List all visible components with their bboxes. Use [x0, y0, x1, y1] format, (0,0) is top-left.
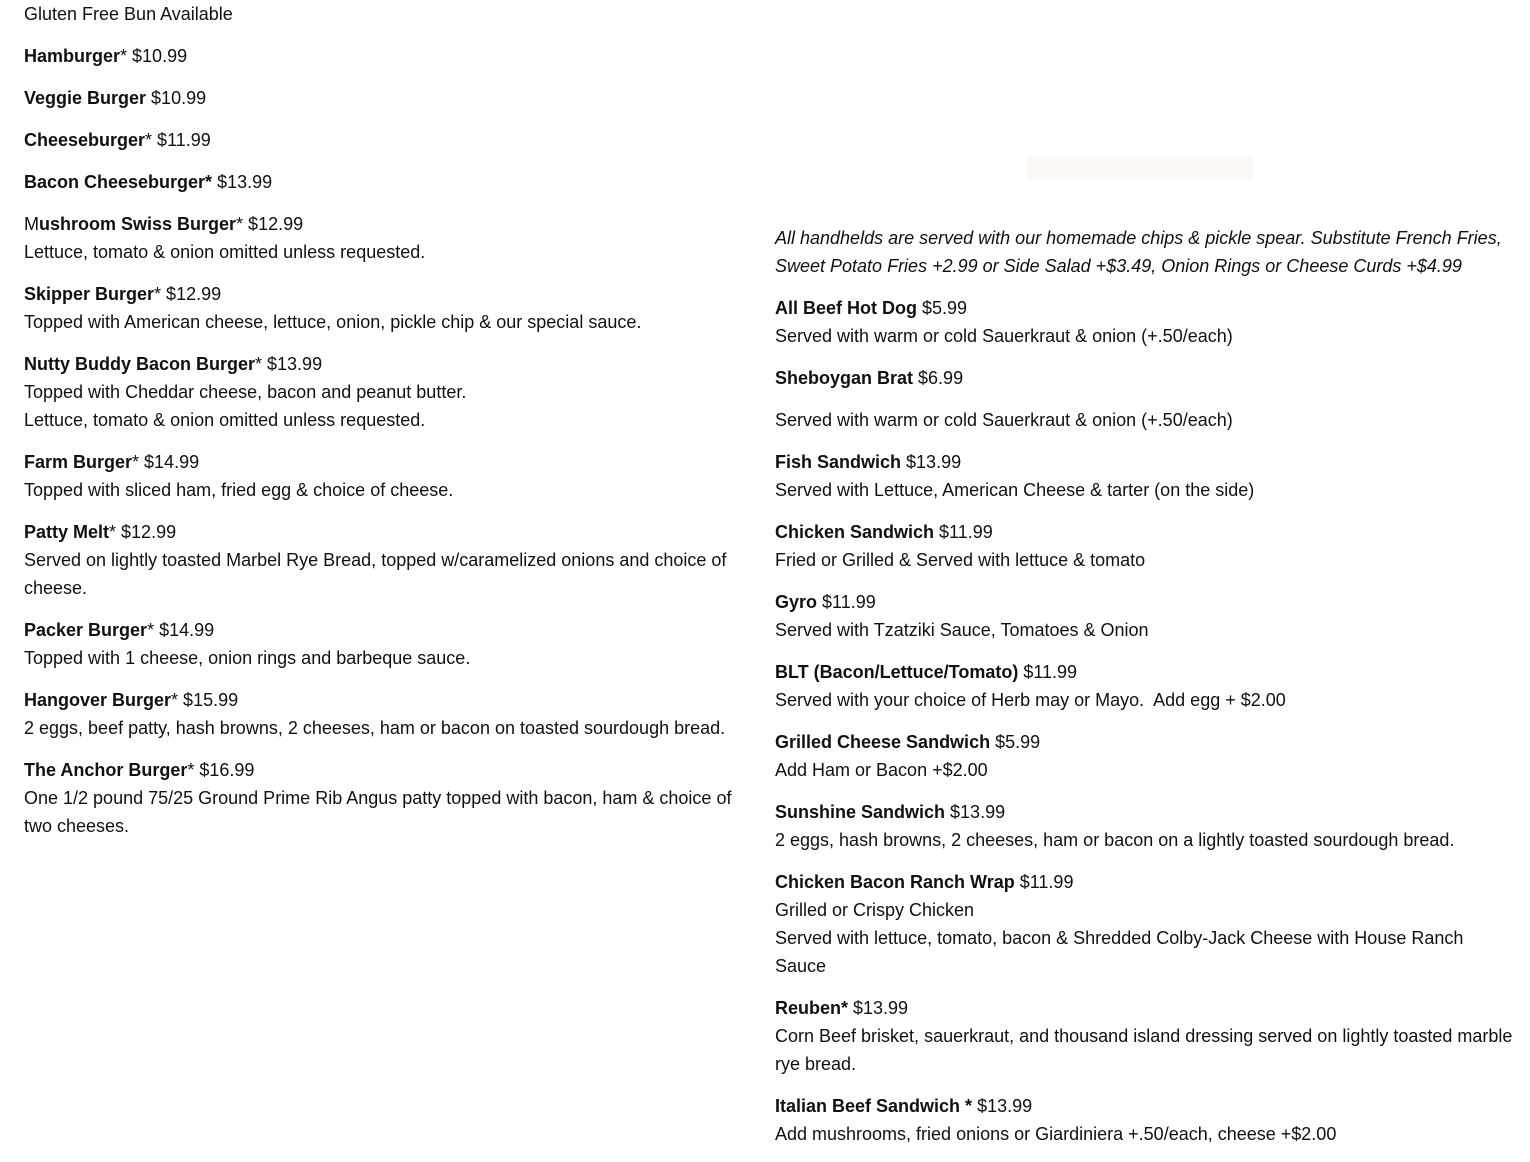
menu-item-name: Nutty Buddy Bacon Burger — [24, 354, 256, 374]
burger-list — [24, 42, 754, 840]
menu-item-name: Hangover Burger — [24, 690, 172, 710]
menu-item — [24, 210, 754, 266]
menu-item-title — [775, 658, 1515, 686]
menu-item — [24, 350, 754, 434]
menu-item-title — [24, 84, 754, 112]
menu-item-price: $11.99 — [1018, 662, 1078, 682]
menu-item-description: Served with lettuce, tomato, bacon & Shredded Colby-Jack Cheese with House Ranch Sauce — [775, 928, 1469, 976]
menu-item-title — [775, 448, 1515, 476]
menu-item-price: * $12.99 — [154, 284, 222, 304]
menu-item-price: * $12.99 — [109, 522, 177, 542]
menu-item — [775, 294, 1515, 350]
menu-item-price: $5.99 — [990, 732, 1041, 752]
menu-item-title — [24, 280, 754, 308]
menu-item-description: Topped with American cheese, lettuce, onion, pickle chip & our special sauce. — [24, 312, 642, 332]
menu-item — [24, 518, 754, 602]
menu-item-description: Served on lightly toasted Marbel Rye Bread, topped w/caramelized onions and choice of cheese. — [24, 550, 732, 598]
menu-item-name: Hamburger — [24, 46, 121, 66]
gluten-free-note: Gluten Free Bun Available — [24, 4, 233, 24]
menu-item-price: $13.99 — [848, 998, 909, 1018]
menu-item — [24, 126, 754, 154]
menu-item-name: All Beef Hot Dog — [775, 298, 917, 318]
menu-item-price: $11.99 — [934, 522, 993, 542]
menu-item-name: ushroom Swiss Burger — [39, 214, 237, 234]
menu-item-description: Fried or Grilled & Served with lettuce & tomato — [775, 550, 1146, 570]
menu-item-description: One 1/2 pound 75/25 Ground Prime Rib Angus patty topped with bacon, ham & choice of two cheeses. — [24, 788, 737, 836]
menu-item-description: Corn Beef brisket, sauerkraut, and thousand island dressing served on lightly toasted marble rye bread. — [775, 1026, 1518, 1074]
menu-item-price: $13.99 — [972, 1096, 1033, 1116]
menu-item-title — [24, 686, 754, 714]
menu-item — [775, 364, 1515, 392]
menu-item-name: Grilled Cheese Sandwich — [775, 732, 991, 752]
menu-item — [775, 868, 1515, 980]
menu-item-description: Add mushrooms, fried onions or Giardiniera +.50/each, cheese +$2.00 — [775, 1124, 1337, 1144]
menu-item-price: $11.99 — [1014, 872, 1074, 892]
menu-item-description: Served with your choice of Herb may or Mayo. Add egg + $2.00 — [775, 690, 1286, 710]
menu-item — [24, 616, 754, 672]
menu-item-title — [775, 1092, 1515, 1120]
menu-item-title — [24, 42, 754, 70]
menu-item-name: Fish Sandwich — [775, 452, 902, 472]
menu-item-name: Patty Melt — [24, 522, 110, 542]
menu-item-name: BLT (Bacon/Lettuce/Tomato) — [775, 662, 1019, 682]
menu-item-price: * $10.99 — [120, 46, 188, 66]
menu-item — [24, 168, 754, 196]
menu-item-description: 2 eggs, beef patty, hash browns, 2 cheeses, ham or bacon on toasted sourdough bread. — [24, 718, 726, 738]
handhelds-side-note: All handhelds are served with our homemade chips & pickle spear. Substitute French Fries, Sweet Potato Fries +2.99 or Side Salad +$3.49, Onion Rings or Cheese Curds +$4.99 — [775, 228, 1502, 276]
menu-item-name: Sunshine Sandwich — [775, 802, 946, 822]
menu-item-title — [775, 994, 1515, 1022]
menu-item-price: $6.99 — [913, 368, 964, 388]
menu-item-name-prefix: M — [24, 214, 39, 234]
menu-item — [24, 686, 754, 742]
menu-item-price: $5.99 — [917, 298, 968, 318]
menu-item-title — [24, 126, 754, 154]
menu-item-name: Cheeseburger — [24, 130, 146, 150]
menu-item — [775, 448, 1515, 504]
menu-item-price: * $12.99 — [236, 214, 304, 234]
menu-item-title — [775, 798, 1515, 826]
menu-item-name: Italian Beef Sandwich * — [775, 1096, 973, 1116]
menu-item-name: Packer Burger — [24, 620, 148, 640]
menu-item-name: Gyro — [775, 592, 818, 612]
menu-item-price: * $15.99 — [171, 690, 239, 710]
menu-item — [775, 588, 1515, 644]
menu-item-description: Lettuce, tomato & onion omitted unless requested. — [24, 410, 426, 430]
menu-item-price: * $16.99 — [187, 760, 255, 780]
menu-item-title — [24, 210, 754, 238]
menu-item-name: Chicken Sandwich — [775, 522, 935, 542]
menu-item-name: Farm Burger — [24, 452, 133, 472]
menu-item-name: Bacon Cheeseburger* — [24, 172, 213, 192]
menu-item-name: Skipper Burger — [24, 284, 155, 304]
menu-item — [24, 448, 754, 504]
menu-item-price: $11.99 — [817, 592, 876, 612]
menu-item — [775, 798, 1515, 854]
menu-item-price: $13.99 — [212, 172, 273, 192]
menu-item-description: Topped with 1 cheese, onion rings and barbeque sauce. — [24, 648, 471, 668]
menu-item — [775, 1092, 1515, 1148]
menu-item — [775, 406, 1515, 434]
menu-item-description: Add Ham or Bacon +$2.00 — [775, 760, 988, 780]
menu-item-title — [24, 168, 754, 196]
menu-item-price: $13.99 — [945, 802, 1006, 822]
menu-item — [24, 756, 754, 840]
menu-item-name: Sheboygan Brat — [775, 368, 914, 388]
menu-item-price: $13.99 — [901, 452, 962, 472]
menu-item — [775, 518, 1515, 574]
menu-item — [775, 994, 1518, 1078]
menu-item-name: Chicken Bacon Ranch Wrap — [775, 872, 1015, 892]
menu-item-price: * $14.99 — [147, 620, 215, 640]
handhelds-menu-column — [775, 224, 1518, 1162]
menu-item-price: * $13.99 — [255, 354, 323, 374]
menu-item-description: Topped with Cheddar cheese, bacon and peanut butter. — [24, 382, 467, 402]
menu-item-description: Served with warm or cold Sauerkraut & onion (+.50/each) — [775, 326, 1233, 346]
menu-item — [24, 280, 754, 336]
menu-item-title — [775, 868, 1515, 896]
handhelds-list — [775, 294, 1518, 1148]
menu-item — [24, 84, 754, 112]
menu-item-description: Served with Lettuce, American Cheese & tarter (on the side) — [775, 480, 1255, 500]
menu-item-title — [775, 294, 1515, 322]
menu-item — [775, 658, 1515, 714]
menu-item-description: Grilled or Crispy Chicken — [775, 900, 975, 920]
menu-item-price: $10.99 — [146, 88, 207, 108]
menu-item-title — [775, 518, 1515, 546]
faint-banner — [1027, 157, 1253, 179]
menu-item-price: * $11.99 — [145, 130, 211, 150]
menu-item-title — [24, 448, 754, 476]
menu-item-title — [24, 518, 754, 546]
menu-item-title — [775, 728, 1515, 756]
menu-item-description: Served with warm or cold Sauerkraut & onion (+.50/each) — [775, 410, 1233, 430]
menu-item — [24, 42, 754, 70]
menu-item-price: * $14.99 — [132, 452, 200, 472]
menu-item-description: Topped with sliced ham, fried egg & choice of cheese. — [24, 480, 454, 500]
menu-item-name: Reuben* — [775, 998, 849, 1018]
menu-item-title — [775, 364, 1515, 392]
menu-item-description: Served with Tzatziki Sauce, Tomatoes & Onion — [775, 620, 1149, 640]
burger-menu-column — [24, 0, 754, 854]
menu-item-title — [24, 616, 754, 644]
menu-item-title — [775, 588, 1515, 616]
menu-item-title — [24, 756, 754, 784]
menu-item-description: 2 eggs, hash browns, 2 cheeses, ham or bacon on a lightly toasted sourdough bread. — [775, 830, 1455, 850]
menu-item-name: Veggie Burger — [24, 88, 147, 108]
menu-item — [775, 728, 1515, 784]
menu-item-name: The Anchor Burger — [24, 760, 188, 780]
menu-item-title — [24, 350, 754, 378]
menu-item-description: Lettuce, tomato & onion omitted unless requested. — [24, 242, 426, 262]
